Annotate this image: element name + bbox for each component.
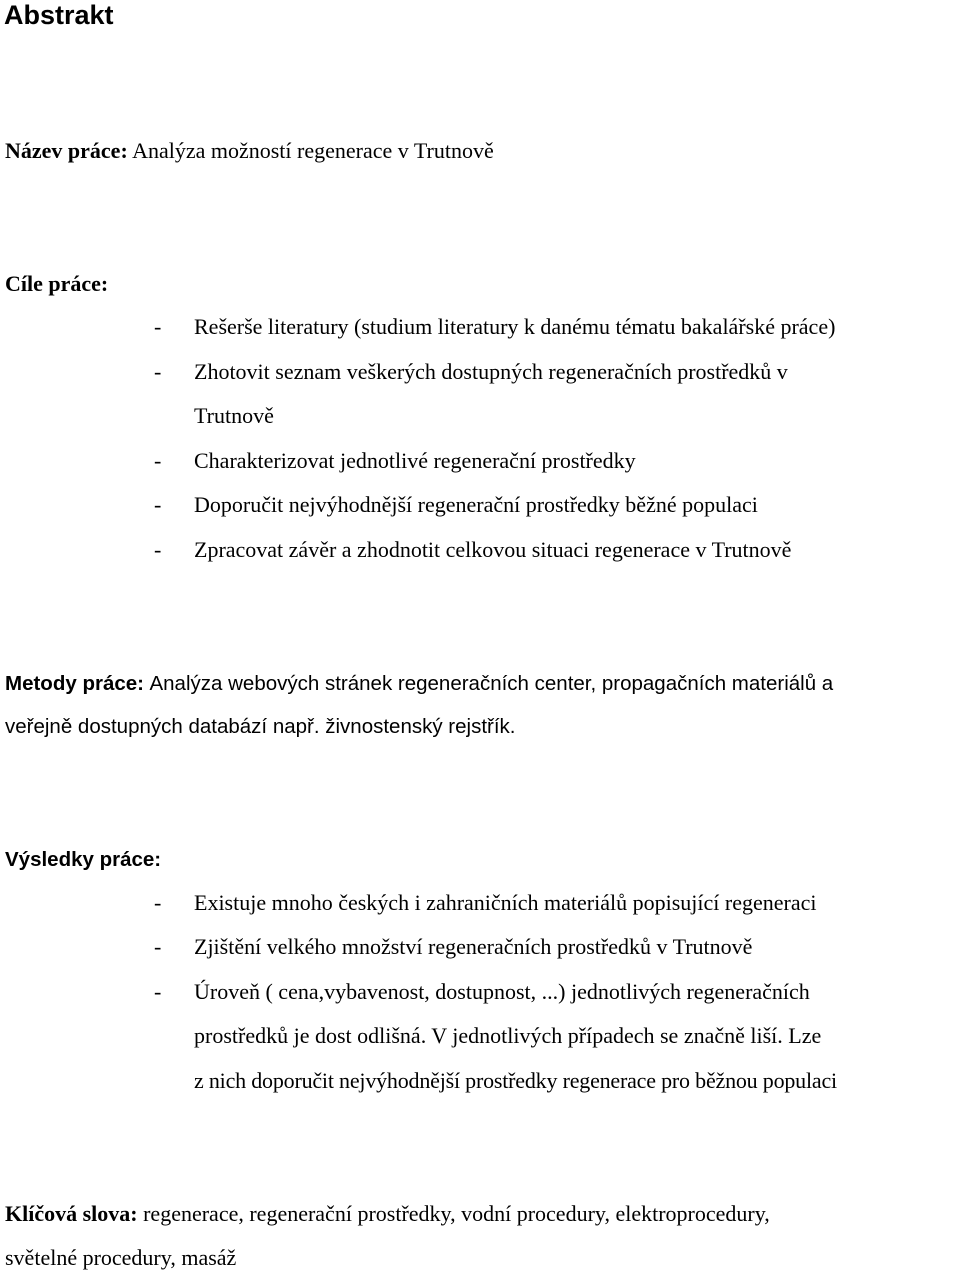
thesis-title-label: Název práce: bbox=[5, 138, 128, 163]
goals-label: Cíle práce: bbox=[5, 271, 109, 296]
goals-item: Charakterizovat jednotlivé regenerační prostředky bbox=[194, 448, 636, 473]
results-item: Existuje mnoho českých i zahraničních materiálů popisující regeneraci bbox=[194, 890, 817, 915]
methods-line-1 bbox=[5, 668, 833, 699]
results-item: Zjištění velkého množství regeneračních prostředků v Trutnově bbox=[194, 934, 753, 959]
keywords-label: Klíčová slova: bbox=[5, 1201, 138, 1226]
goals-item: Zhotovit seznam veškerých dostupných regeneračních prostředků v bbox=[194, 359, 788, 384]
goals-item: Doporučit nejvýhodnější regenerační prostředky běžné populaci bbox=[194, 492, 758, 517]
results-bullet-dash: - bbox=[154, 890, 162, 915]
goals-bullet-dash: - bbox=[154, 359, 162, 384]
methods-text-2: veřejně dostupných databází např. živnostenský rejstřík. bbox=[5, 715, 516, 738]
results-bullet-dash: - bbox=[154, 934, 162, 959]
keywords-text-1: regenerace, regenerační prostředky, vodní procedury, elektroprocedury, bbox=[143, 1201, 770, 1226]
page-title: Abstrakt bbox=[4, 0, 114, 30]
keywords-text-2: světelné procedury, masáž bbox=[5, 1245, 237, 1270]
goals-bullet-dash: - bbox=[154, 448, 162, 473]
keywords-line-1 bbox=[5, 1199, 770, 1229]
goals-item: Rešerše literatury (studium literatury k danému tématu bakalářské práce) bbox=[194, 314, 836, 339]
goals-item: Zpracovat závěr a zhodnotit celkovou situaci regenerace v Trutnově bbox=[194, 537, 792, 562]
goals-bullet-dash: - bbox=[154, 492, 162, 517]
methods-text-1: Analýza webových stránek regeneračních center, propagačních materiálů a bbox=[149, 672, 834, 695]
results-item: Úroveň ( cena,vybavenost, dostupnost, ...) jednotlivých regeneračních bbox=[194, 979, 810, 1004]
results-bullet-dash: - bbox=[154, 979, 162, 1004]
goals-bullet-dash: - bbox=[154, 314, 162, 339]
goals-item-continuation: Trutnově bbox=[194, 403, 274, 428]
methods-label: Metody práce: bbox=[5, 672, 144, 695]
results-item-continuation: prostředků je dost odlišná. V jednotlivých případech se značně liší. Lze bbox=[194, 1023, 822, 1048]
thesis-title-value: Analýza možností regenerace v Trutnově bbox=[132, 138, 494, 163]
thesis-title-line bbox=[5, 136, 494, 166]
results-label: Výsledky práce: bbox=[5, 848, 162, 871]
results-item-continuation: z nich doporučit nejvýhodnější prostředky regenerace pro běžnou populaci bbox=[194, 1068, 837, 1093]
goals-bullet-dash: - bbox=[154, 537, 162, 562]
